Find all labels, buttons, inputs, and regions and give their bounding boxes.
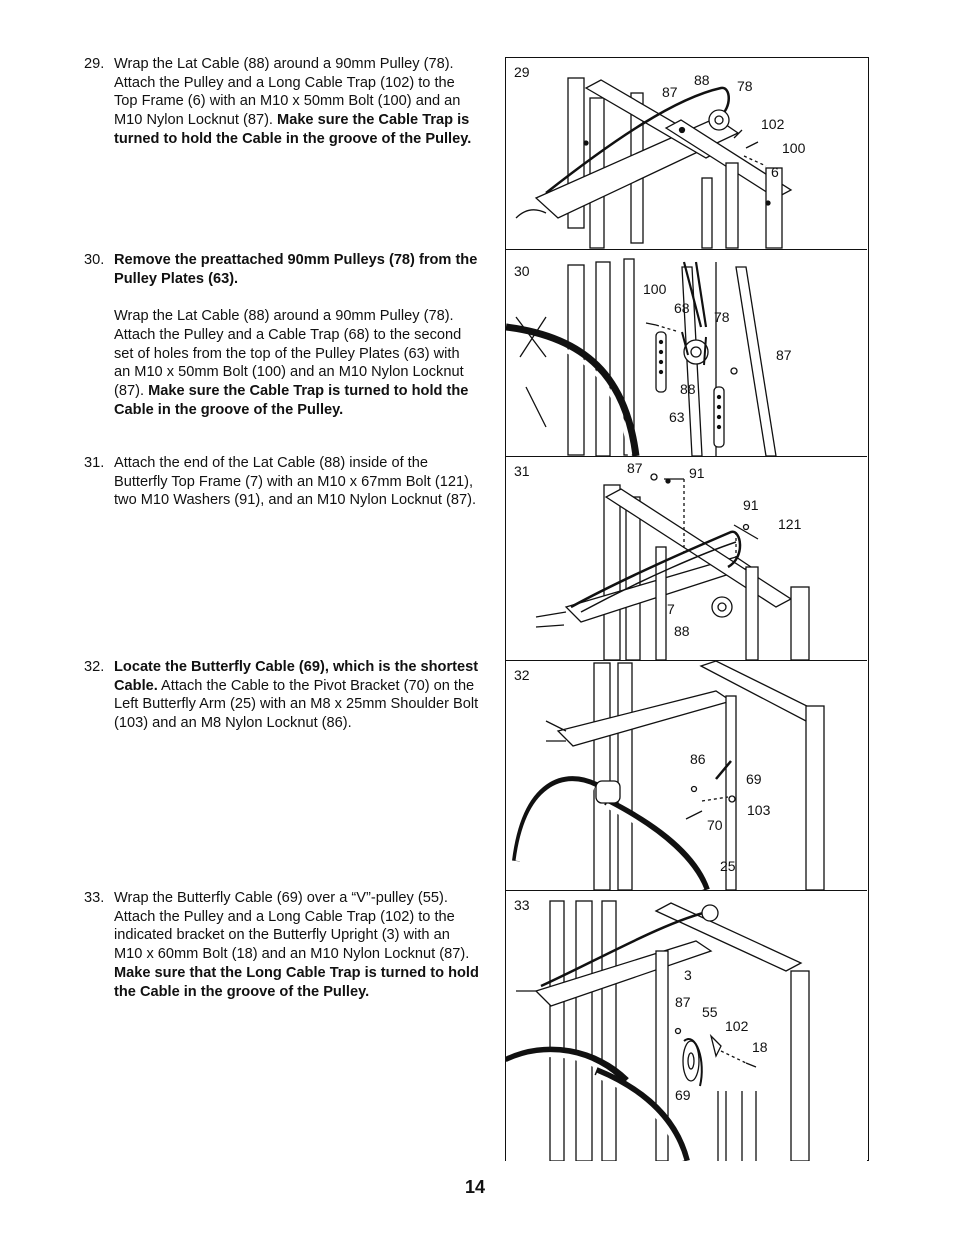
part-label: 63 <box>669 409 685 425</box>
figure-32-drawing <box>506 661 867 890</box>
step-number: 29. <box>84 56 105 72</box>
step-text-bold: Make sure the Cable Trap is turned to hold the Cable in the groove of the Pulley. <box>114 382 469 418</box>
part-label: 88 <box>680 381 696 397</box>
step-text-run: Wrap the Lat Cable (88) around a 90mm Pulley (78). Attach the Pulley and a Cable Trap (68) to the second set of holes from the top of the Pulley Plates (63) with an M10 x 50mm Bolt (100) and an M10 Nylon Locknut (87). <box>114 308 464 399</box>
part-label: 7 <box>667 601 675 617</box>
step-number: 31. <box>84 455 105 471</box>
step-text-run: Attach the end of the Lat Cable (88) inside of the Butterfly Top Frame (7) with an M10 x 67mm Bolt (121), two M10 Washers (91), and an M10 Nylon Locknut (87). <box>114 455 477 509</box>
part-label: 88 <box>674 623 690 639</box>
part-label: 121 <box>778 516 802 532</box>
step-text <box>114 889 479 1001</box>
step-number: 33. <box>84 890 105 906</box>
step-text <box>114 251 479 419</box>
step-text-bold: Make sure that the Long Cable Trap is turned to hold the Cable in the groove of the Pulley. <box>114 964 479 1000</box>
part-label: 102 <box>725 1018 749 1034</box>
part-label: 103 <box>747 802 771 818</box>
step-text-bold: Make sure the Cable Trap is turned to hold the Cable in the groove of the Pulley. <box>114 112 472 147</box>
part-label: 3 <box>684 967 692 983</box>
step-text-bold: Remove the preattached 90mm Pulleys (78) from the Pulley Plates (63). <box>114 252 478 287</box>
step-text <box>114 454 479 510</box>
part-label: 91 <box>689 465 705 481</box>
figure-number: 32 <box>514 667 530 683</box>
figure-29 <box>506 58 867 250</box>
part-label: 87 <box>662 84 678 100</box>
figure-31 <box>506 457 867 661</box>
figure-33 <box>506 891 867 1161</box>
step-number: 32. <box>84 659 105 675</box>
figure-number: 29 <box>514 64 530 80</box>
step-text <box>114 658 479 733</box>
part-label: 100 <box>643 281 667 297</box>
part-label: 86 <box>690 751 706 767</box>
step-text <box>114 55 479 149</box>
step-text-run: Attach the Cable to the Pivot Bracket (70) on the Left Butterfly Arm (25) with an M8 x 25mm Shoulder Bolt (103) and an M8 Nylon Locknut (86). <box>114 677 479 732</box>
part-label: 102 <box>761 116 785 132</box>
part-label: 100 <box>782 140 806 156</box>
step-33 <box>84 889 479 1001</box>
part-label: 78 <box>714 309 730 325</box>
step-number: 30. <box>84 252 105 268</box>
part-label: 69 <box>746 771 762 787</box>
part-label: 87 <box>675 994 691 1010</box>
part-label: 18 <box>752 1039 768 1055</box>
step-31 <box>84 454 479 510</box>
figure-29-drawing <box>506 58 867 249</box>
page-number: 14 <box>465 1177 486 1197</box>
step-text-run: Wrap the Butterfly Cable (69) over a “V”-pulley (55). Attach the Pulley and a Long Cable Trap (102) to the indicated bracket on the Butterfly Upright (3) with an M10 x 60mm Bolt (18) and an M10 Nylon Locknut (87). <box>114 890 470 963</box>
part-label: 68 <box>674 300 690 316</box>
part-label: 87 <box>627 460 643 476</box>
step-30 <box>84 251 479 419</box>
part-label: 70 <box>707 817 723 833</box>
figure-30-drawing <box>506 257 867 456</box>
figure-number: 31 <box>514 463 530 479</box>
figure-number: 30 <box>514 263 530 279</box>
part-label: 91 <box>743 497 759 513</box>
part-label: 88 <box>694 72 710 88</box>
step-text-run: Wrap the Lat Cable (88) around a 90mm Pulley (78). Attach the Pulley and a Long Cable Trap (102) to the Top Frame (6) with an M10 x 50mm Bolt (100) and an M10 Nylon Locknut (87). <box>114 56 461 129</box>
illustration-column <box>505 57 869 1161</box>
part-label: 6 <box>771 164 779 180</box>
figure-33-drawing <box>506 891 867 1161</box>
figure-30 <box>506 257 867 457</box>
step-text-bold: Locate the Butterfly Cable (69), which is the shortest Cable. <box>114 659 479 694</box>
part-label: 55 <box>702 1004 718 1020</box>
part-label: 69 <box>675 1087 691 1103</box>
part-label: 25 <box>720 858 736 874</box>
figure-number: 33 <box>514 897 530 913</box>
step-29 <box>84 55 479 149</box>
figure-32 <box>506 661 867 891</box>
step-32 <box>84 658 479 733</box>
part-label: 87 <box>776 347 792 363</box>
part-label: 78 <box>737 78 753 94</box>
